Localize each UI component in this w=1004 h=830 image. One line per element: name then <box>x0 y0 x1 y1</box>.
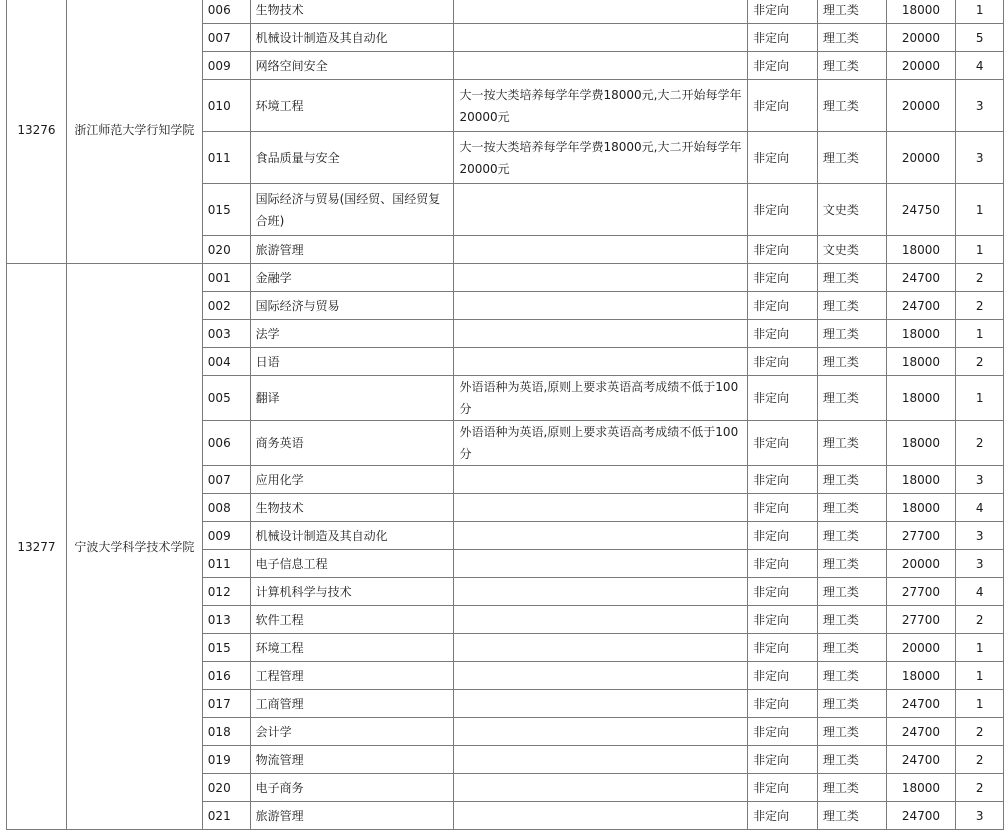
tuition-cell: 24700 <box>886 292 956 320</box>
category-cell: 理工类 <box>817 746 886 774</box>
major-name-cell: 生物技术 <box>250 494 454 522</box>
major-name-cell: 食品质量与安全 <box>250 132 454 184</box>
major-code-cell: 012 <box>202 578 250 606</box>
school-code-cell: 13276 <box>7 0 67 264</box>
major-code-cell: 021 <box>202 802 250 830</box>
tuition-cell: 20000 <box>886 52 956 80</box>
category-cell: 理工类 <box>817 348 886 376</box>
tuition-cell: 18000 <box>886 348 956 376</box>
major-code-cell: 007 <box>202 466 250 494</box>
plan-count-cell: 3 <box>956 466 1004 494</box>
plan-count-cell: 1 <box>956 320 1004 348</box>
category-cell: 理工类 <box>817 320 886 348</box>
tuition-cell: 18000 <box>886 774 956 802</box>
major-code-cell: 015 <box>202 634 250 662</box>
note-cell <box>454 662 748 690</box>
category-cell: 理工类 <box>817 292 886 320</box>
school-name-cell: 宁波大学科学技术学院 <box>66 264 202 830</box>
category-cell: 理工类 <box>817 578 886 606</box>
note-cell <box>454 24 748 52</box>
direction-cell: 非定向 <box>748 494 818 522</box>
tuition-cell: 24750 <box>886 184 956 236</box>
direction-cell: 非定向 <box>748 376 818 421</box>
tuition-cell: 24700 <box>886 802 956 830</box>
plan-count-cell: 1 <box>956 184 1004 236</box>
note-cell <box>454 292 748 320</box>
plan-count-cell: 3 <box>956 802 1004 830</box>
major-code-cell: 020 <box>202 236 250 264</box>
direction-cell: 非定向 <box>748 718 818 746</box>
plan-count-cell: 2 <box>956 606 1004 634</box>
note-cell: 大一按大类培养每学年学费18000元,大二开始每学年20000元 <box>454 80 748 132</box>
category-cell: 理工类 <box>817 132 886 184</box>
tuition-cell: 27700 <box>886 578 956 606</box>
direction-cell: 非定向 <box>748 690 818 718</box>
tuition-cell: 24700 <box>886 264 956 292</box>
major-name-cell: 环境工程 <box>250 80 454 132</box>
direction-cell: 非定向 <box>748 578 818 606</box>
major-name-cell: 机械设计制造及其自动化 <box>250 522 454 550</box>
tuition-cell: 18000 <box>886 662 956 690</box>
note-cell <box>454 236 748 264</box>
major-code-cell: 009 <box>202 52 250 80</box>
major-name-cell: 日语 <box>250 348 454 376</box>
direction-cell: 非定向 <box>748 320 818 348</box>
major-name-cell: 物流管理 <box>250 746 454 774</box>
major-code-cell: 011 <box>202 550 250 578</box>
plan-count-cell: 1 <box>956 376 1004 421</box>
tuition-cell: 20000 <box>886 132 956 184</box>
tuition-cell: 18000 <box>886 466 956 494</box>
category-cell: 理工类 <box>817 550 886 578</box>
plan-count-cell: 2 <box>956 264 1004 292</box>
tuition-cell: 20000 <box>886 634 956 662</box>
note-cell <box>454 606 748 634</box>
note-cell <box>454 466 748 494</box>
plan-count-cell: 3 <box>956 80 1004 132</box>
tuition-cell: 20000 <box>886 24 956 52</box>
major-code-cell: 008 <box>202 494 250 522</box>
note-cell <box>454 52 748 80</box>
major-code-cell: 015 <box>202 184 250 236</box>
major-code-cell: 020 <box>202 774 250 802</box>
category-cell: 理工类 <box>817 0 886 24</box>
plan-count-cell: 1 <box>956 662 1004 690</box>
note-cell <box>454 0 748 24</box>
direction-cell: 非定向 <box>748 24 818 52</box>
major-name-cell: 电子商务 <box>250 774 454 802</box>
tuition-cell: 24700 <box>886 718 956 746</box>
category-cell: 理工类 <box>817 52 886 80</box>
tuition-cell: 18000 <box>886 494 956 522</box>
major-code-cell: 004 <box>202 348 250 376</box>
category-cell: 理工类 <box>817 494 886 522</box>
major-name-cell: 翻译 <box>250 376 454 421</box>
plan-count-cell: 4 <box>956 494 1004 522</box>
major-code-cell: 006 <box>202 0 250 24</box>
plan-count-cell: 3 <box>956 550 1004 578</box>
plan-count-cell: 3 <box>956 522 1004 550</box>
plan-count-cell: 5 <box>956 24 1004 52</box>
major-name-cell: 旅游管理 <box>250 802 454 830</box>
note-cell <box>454 494 748 522</box>
direction-cell: 非定向 <box>748 421 818 466</box>
major-name-cell: 电子信息工程 <box>250 550 454 578</box>
major-code-cell: 010 <box>202 80 250 132</box>
major-name-cell: 国际经济与贸易 <box>250 292 454 320</box>
note-cell <box>454 348 748 376</box>
major-name-cell: 工商管理 <box>250 690 454 718</box>
direction-cell: 非定向 <box>748 634 818 662</box>
tuition-cell: 20000 <box>886 550 956 578</box>
tuition-cell: 18000 <box>886 236 956 264</box>
major-code-cell: 017 <box>202 690 250 718</box>
major-code-cell: 001 <box>202 264 250 292</box>
category-cell: 理工类 <box>817 634 886 662</box>
note-cell <box>454 774 748 802</box>
plan-count-cell: 1 <box>956 690 1004 718</box>
category-cell: 理工类 <box>817 522 886 550</box>
direction-cell: 非定向 <box>748 52 818 80</box>
direction-cell: 非定向 <box>748 184 818 236</box>
category-cell: 理工类 <box>817 662 886 690</box>
direction-cell: 非定向 <box>748 466 818 494</box>
tuition-cell: 18000 <box>886 0 956 24</box>
direction-cell: 非定向 <box>748 292 818 320</box>
note-cell <box>454 184 748 236</box>
category-cell: 理工类 <box>817 376 886 421</box>
note-cell <box>454 634 748 662</box>
category-cell: 理工类 <box>817 466 886 494</box>
major-code-cell: 007 <box>202 24 250 52</box>
note-cell: 外语语种为英语,原则上要求英语高考成绩不低于100分 <box>454 376 748 421</box>
plan-count-cell: 2 <box>956 292 1004 320</box>
note-cell <box>454 746 748 774</box>
major-name-cell: 会计学 <box>250 718 454 746</box>
table-body <box>7 0 1004 830</box>
major-code-cell: 011 <box>202 132 250 184</box>
major-code-cell: 005 <box>202 376 250 421</box>
category-cell: 理工类 <box>817 421 886 466</box>
major-name-cell: 软件工程 <box>250 606 454 634</box>
note-cell <box>454 320 748 348</box>
note-cell <box>454 690 748 718</box>
major-code-cell: 019 <box>202 746 250 774</box>
plan-count-cell: 3 <box>956 132 1004 184</box>
note-cell <box>454 718 748 746</box>
plan-count-cell: 2 <box>956 718 1004 746</box>
plan-count-cell: 4 <box>956 578 1004 606</box>
category-cell: 文史类 <box>817 236 886 264</box>
major-name-cell: 法学 <box>250 320 454 348</box>
direction-cell: 非定向 <box>748 662 818 690</box>
tuition-cell: 24700 <box>886 746 956 774</box>
plan-count-cell: 1 <box>956 236 1004 264</box>
major-name-cell: 商务英语 <box>250 421 454 466</box>
category-cell: 理工类 <box>817 802 886 830</box>
direction-cell: 非定向 <box>748 236 818 264</box>
direction-cell: 非定向 <box>748 132 818 184</box>
major-code-cell: 006 <box>202 421 250 466</box>
major-name-cell: 网络空间安全 <box>250 52 454 80</box>
major-name-cell: 机械设计制造及其自动化 <box>250 24 454 52</box>
table-row <box>7 0 1004 24</box>
tuition-cell: 27700 <box>886 606 956 634</box>
direction-cell: 非定向 <box>748 802 818 830</box>
note-cell: 外语语种为英语,原则上要求英语高考成绩不低于100分 <box>454 421 748 466</box>
note-cell <box>454 550 748 578</box>
category-cell: 理工类 <box>817 718 886 746</box>
tuition-cell: 24700 <box>886 690 956 718</box>
tuition-cell: 18000 <box>886 376 956 421</box>
note-cell <box>454 264 748 292</box>
direction-cell: 非定向 <box>748 80 818 132</box>
category-cell: 文史类 <box>817 184 886 236</box>
major-code-cell: 013 <box>202 606 250 634</box>
major-code-cell: 018 <box>202 718 250 746</box>
tuition-cell: 27700 <box>886 522 956 550</box>
major-name-cell: 应用化学 <box>250 466 454 494</box>
major-name-cell: 工程管理 <box>250 662 454 690</box>
major-name-cell: 旅游管理 <box>250 236 454 264</box>
tuition-cell: 18000 <box>886 421 956 466</box>
direction-cell: 非定向 <box>748 550 818 578</box>
major-code-cell: 002 <box>202 292 250 320</box>
major-code-cell: 003 <box>202 320 250 348</box>
plan-count-cell: 2 <box>956 774 1004 802</box>
major-name-cell: 金融学 <box>250 264 454 292</box>
plan-count-cell: 2 <box>956 421 1004 466</box>
direction-cell: 非定向 <box>748 606 818 634</box>
major-code-cell: 009 <box>202 522 250 550</box>
major-name-cell: 生物技术 <box>250 0 454 24</box>
enrollment-table <box>6 0 1004 830</box>
table-row <box>7 264 1004 292</box>
category-cell: 理工类 <box>817 264 886 292</box>
plan-count-cell: 2 <box>956 746 1004 774</box>
direction-cell: 非定向 <box>748 0 818 24</box>
major-name-cell: 计算机科学与技术 <box>250 578 454 606</box>
major-name-cell: 环境工程 <box>250 634 454 662</box>
category-cell: 理工类 <box>817 24 886 52</box>
direction-cell: 非定向 <box>748 746 818 774</box>
direction-cell: 非定向 <box>748 774 818 802</box>
category-cell: 理工类 <box>817 606 886 634</box>
plan-count-cell: 2 <box>956 348 1004 376</box>
tuition-cell: 18000 <box>886 320 956 348</box>
tuition-cell: 20000 <box>886 80 956 132</box>
direction-cell: 非定向 <box>748 522 818 550</box>
direction-cell: 非定向 <box>748 264 818 292</box>
plan-count-cell: 4 <box>956 52 1004 80</box>
category-cell: 理工类 <box>817 774 886 802</box>
category-cell: 理工类 <box>817 690 886 718</box>
note-cell <box>454 522 748 550</box>
major-name-cell: 国际经济与贸易(国经贸、国经贸复合班) <box>250 184 454 236</box>
note-cell <box>454 802 748 830</box>
category-cell: 理工类 <box>817 80 886 132</box>
plan-count-cell: 1 <box>956 634 1004 662</box>
school-name-cell: 浙江师范大学行知学院 <box>66 0 202 264</box>
direction-cell: 非定向 <box>748 348 818 376</box>
note-cell <box>454 578 748 606</box>
plan-count-cell: 1 <box>956 0 1004 24</box>
major-code-cell: 016 <box>202 662 250 690</box>
note-cell: 大一按大类培养每学年学费18000元,大二开始每学年20000元 <box>454 132 748 184</box>
school-code-cell: 13277 <box>7 264 67 830</box>
